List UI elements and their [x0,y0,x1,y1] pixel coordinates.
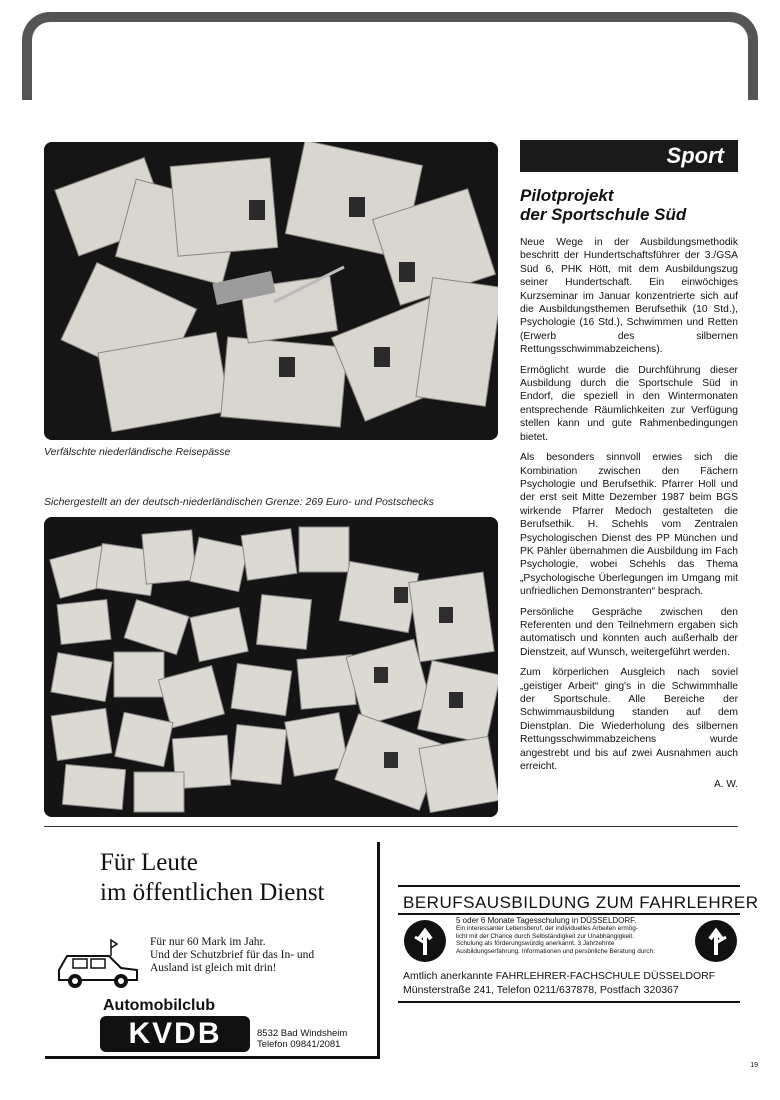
ad-kvdb [45,842,380,1067]
ad2-top-rule [398,885,740,887]
headline-line-2: der Sportschule Süd [520,205,687,224]
ad2-body-line: 5 oder 6 Monate Tagesschulung in DÜSSELDORF. [456,916,637,925]
ad-frame-bottom [45,1056,380,1059]
ad2-body-line: licht mit der Chance durch Selbständigkeit zur Unabhängigkeit. [456,932,634,940]
ad-fahrlehrer [398,885,759,1003]
article-paragraph: Ermöglicht wurde die Durchführung dieser Ausbildung durch die Sportschule Süd in Endorf, die speziell in den Wintermonaten entsprechende Räumlichkeiten zur Verfügung stellen kann und gute Rahmenbedingungen bietet. [520,364,738,443]
ad2-contact: Münsterstraße 241, Telefon 0211/637878, Postfach 320367 [403,984,679,996]
article-paragraph: Zum körperlichen Ausgleich nach soviel „geistiger Arbeit“ ging's in die Schwimmhalle der Sportschule. Alle Bereiche der Schwimmausbildung standen auf dem Dienstplan. Die Wiederholung des silbernen Rettungsschwimmabzeichens wurde angestrebt und bis auf zwei Ausnahmen auch erreicht. [520,667,738,773]
ad2-body [456,916,688,955]
car-icon [51,934,143,994]
article-paragraph: Als besonders sinnvoll erwies sich die Kombination zwischen den Fächern Psychologie und Berufsethik. Pfarrer Holl und der erst seit Mitte Dezember 1987 beim BGS wirkende Pfarrer Medoch gestalteten die Berufsethik. H. Schehls vom Zentralen Psychologischen Dienst des PP München und PK Pähler übernahmen die Ausbildung im Fach Psychologie, wobei Schehls das Thema „Psychologische Überlegungen im Umgang mit unfriedlichen Demonstranten“ besprach. [520,452,738,598]
photo-caption-checks: Sichergestellt an der deutsch-niederländischen Grenze: 269 Euro- und Postschecks [44,496,434,508]
page-top-border [22,12,758,100]
club-name: Automobilclub [103,997,215,1014]
section-divider [44,826,738,827]
headline-line-1: Pilotprojekt [520,186,614,205]
address-line-2: Telefon 09841/2081 [257,1039,341,1050]
address-line-1: 8532 Bad Windsheim [257,1028,348,1039]
page-number: 19 [750,1062,758,1069]
photo-forged-passports [44,142,498,440]
ad-kvdb-title [100,848,325,908]
ad2-mid-rule [398,913,740,915]
road-sign-left-icon [403,919,447,963]
ad2-body-line: Schulung als förderungswürdig anerkannt. 3 Jahrzehnte [456,940,615,948]
ad-title-line-2: im öffentlichen Dienst [100,879,325,906]
offer-line-1: Für nur 60 Mark im Jahr. [150,936,266,948]
ad2-headline: BERUFSAUSBILDUNG ZUM FAHRLEHRER [403,893,759,912]
article-signature: A. W. [714,779,738,791]
section-banner-sport: Sport [520,140,738,172]
ad-frame-right [377,842,380,1059]
ad-kvdb-offer [150,936,314,975]
photo-seized-checks [44,517,498,817]
ad2-body-line: Ein interessanter Lebensberuf, der individuelles Arbeiten ermög- [456,925,638,932]
article-paragraph: Neue Wege in der Ausbildungsmethodik beschritt der Hundertschaftsführer der 3./GSA Süd 6, PHK Hött, mit dem Ausbildungszug seiner Hundertschaft. Ein einwöchiges Kurzseminar im Januar konzentrierte sich auf die Ausbildungsthemen Berufsethik (10 Std.), Psychologie (16 Std.), Schwimmen und Retten (Erwerb des silbernen Rettungsschwimmabzeichens). [520,237,738,356]
photo-caption-passports: Verfälschte niederländische Reisepässe [44,446,231,458]
article-paragraph: Persönliche Gespräche zwischen den Referenten und den Teilnehmern ergaben sich automatisch und konnten auch außerhalb der Dienstzeit, auf Wunsch, weitergeführt werden. [520,606,738,658]
ad-kvdb-address [257,1028,347,1050]
ad2-bottom-rule [398,1001,740,1003]
road-sign-right-icon [694,919,738,963]
kvdb-logo: KVDB [100,1016,250,1052]
offer-line-2: Und der Schutzbrief für das In- und [150,949,315,961]
offer-line-3: Ausland ist gleich mit drin! [150,962,277,974]
article-column [520,140,738,790]
ad2-body-line: Ausbildungserfahrung. Informationen und persönliche Beratung durch: [456,947,655,955]
ad-title-line-1: Für Leute [100,849,198,876]
ad2-school-name: Amtlich anerkannte FAHRLEHRER-FACHSCHULE DÜSSELDORF [403,970,716,982]
article-headline [520,186,738,224]
